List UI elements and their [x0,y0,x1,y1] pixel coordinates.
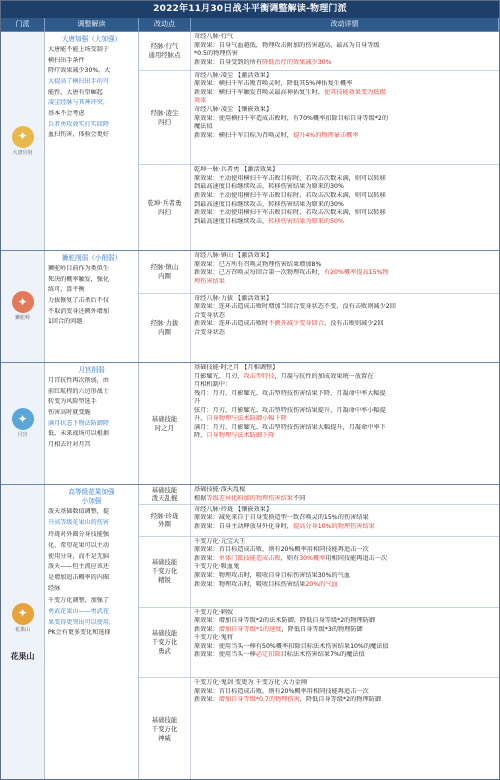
change-rows [139,251,499,362]
detail-line [194,80,496,89]
change-point-label: 经脉·镇山 内圈 [139,251,191,293]
change-detail [191,71,499,165]
detail-line [194,398,496,407]
detail-line [194,643,496,652]
change-row [139,678,499,780]
detail-text: 原效果：首目标造成击败，则有20%概率用相同技能再追击一次 [194,546,369,554]
highlight-text: 20%的气血 [305,580,338,588]
detail-text: 乾坤一脉·兵者勇 【激活效果】 [194,166,279,174]
analysis-cell [45,363,139,484]
highlight-text: 单体门派技能造成击败 [218,554,281,562]
detail-line [194,312,496,321]
detail-text: 新效果：横扫千军触发召唤灵最高神佑复生时， [194,88,324,96]
detail-text: 根据 [194,494,207,502]
detail-line [194,651,496,660]
analysis-line: PK会有更多变化和选择 [48,629,111,637]
analysis-line: 勇武花果山——勇武花 [48,607,109,615]
analysis-line: 经脉 [48,584,61,592]
analysis-cell [45,485,139,780]
detail-line [194,626,496,635]
detail-text: 新效果：自身主动释放身外化身时， [194,523,293,531]
analysis-line: 前红航程的六边形战士 [48,387,109,395]
analysis-line: 玲珑对外圈分身技能强 [48,531,109,539]
analysis-title: 月宫削弱 [78,366,105,374]
analysis-body [45,265,138,327]
detail-line [194,192,496,201]
datang-emblem-icon: ✦ [12,126,34,148]
highlight-text: 理伤害结果 [194,277,225,285]
detail-text: ，没有击败则减少2回 [323,320,384,328]
change-detail [191,485,499,504]
detail-text: 奇经八脉·行气 [194,33,234,40]
analysis-cell [45,32,139,250]
detail-text: 目标法术伤害结果7%的魔法值 [280,651,365,659]
analysis-line: 泼天——但主流应该还 [48,563,109,571]
highlight-text: 提升4%的物理暴击概率 [293,131,359,139]
detail-line [194,42,496,51]
detail-line [194,432,496,441]
section-yuegong [1,362,499,484]
detail-text: *0.5的物理伤害 [194,50,238,58]
change-detail [191,294,499,362]
analysis-line: 月相去针对月宫 [48,440,91,448]
detail-text: 新效果：己方召唤灵每回合第一次物理攻击时， [194,269,324,277]
detail-line [194,72,496,81]
detail-text: 奇经八脉·镇山 【激活效果】 [194,252,273,259]
detail-line [194,555,496,564]
detail-line [194,50,496,59]
change-point-label: 基础技能 千变万化 勇武 [139,608,191,678]
change-row [139,71,499,166]
analysis-body [45,508,138,638]
sect-name: 花果山 [14,626,30,633]
detail-text: 升 [194,398,201,406]
analysis-line: 月宫抗性再次削弱，由 [48,377,109,385]
detail-text: 千变万化·吸血鬼 [194,563,240,571]
detail-line [194,424,496,433]
analysis-line: 兵者勇攻效实打实回降 [48,120,109,128]
detail-line [194,329,496,338]
analysis-line: 凌尘经脉与其神冲突， [48,99,109,107]
detail-text: 原效果：已方所有召唤灵物理伤害结果增加8% [194,260,322,268]
highlight-text: 必定扣除 [255,651,281,659]
analysis-title: 大唐加强（大加强） [61,35,122,43]
change-point-label: 基础技能 千变万化 精锐 [139,537,191,607]
table-header [1,18,499,31]
analysis-line: 升高等级花果山的伤害 [48,518,109,526]
sect-cell [1,363,45,484]
change-row [139,505,499,537]
detail-text: 原效果：主动使用横扫千军击败目标时，若攻击次数未满，则可以转移 [194,174,386,182]
detail-line [194,538,496,547]
detail-text: 到最高速度目标继续攻击， [194,217,269,225]
detail-line [194,495,496,504]
detail-text: 新效果： [194,696,219,704]
detail-line [194,609,496,618]
detail-line [194,373,496,382]
detail-text: 用相同技能再追击一次 [325,554,388,562]
analysis-line: 满月状态下物法防御降 [48,419,109,427]
header-change-point: 改动点 [139,18,191,31]
detail-line [194,634,496,643]
change-point-label: 经脉·力拔 内圈 [139,294,191,362]
analysis-line: 泼天基础数值调整，提 [48,508,109,516]
detail-text: ，降低自身等级*2的物理防御 [299,696,382,704]
section-shituo [1,250,499,362]
analysis-line: 化，希望花果可以主动 [48,542,109,550]
sect-cell [1,485,45,780]
change-rows [139,485,499,780]
analysis-line: 大提高了横扫出手的可 [48,78,109,86]
detail-line [194,696,496,705]
detail-line [194,364,496,373]
detail-line [194,514,496,523]
change-detail [191,537,499,607]
analysis-line: 使用分身，而不是无脑 [48,552,109,560]
detail-text: 原效果：物理攻击时，吸收自身目标伤害结果30%的气血 [194,572,351,580]
page-title: 2022年11月30日战斗平衡调整解读-物理门派 [1,1,499,18]
header-change-detail: 改动详情 [191,18,499,31]
detail-line [194,218,496,227]
detail-text: 新效果：横扫千军目标为召唤灵时， [194,131,293,139]
detail-line [194,320,496,329]
analysis-line: 千变万化调整，加强了 [48,597,109,605]
change-rows [139,363,499,484]
detail-text: 新效果： [194,625,219,633]
detail-text: ，月凝与抗性的加成效果统一放置在 [274,372,374,380]
detail-text: 奇经八脉·凌尘 【镶嵌效果】 [194,106,273,114]
highlight-text: 有20%概率提高15%物 [323,269,389,277]
detail-text: 新效果： [194,554,219,562]
analysis-line: 果变得更突出可以使用， [48,618,116,626]
sect-name-big: 花果山 [10,652,35,662]
sect-name: 月宫 [17,432,28,439]
detail-text: 降， [194,432,207,440]
highlight-text: 等级差异化附加的物理伤害结果 [206,494,293,502]
shituo-emblem-icon: ✦ [12,291,34,313]
detail-text: 奇经八脉·玲珑 【镶嵌效果】 [194,505,273,513]
analysis-title: 狮驼削弱（小削弱） [61,254,122,262]
detail-text: 合变身状态 [194,328,225,336]
highlight-text: 增加自身等级*0.7的物理伤害 [218,696,300,704]
detail-line [194,123,496,132]
detail-text: 奇经八脉·力拔 【激活效果】 [194,294,273,302]
detail-line [194,209,496,218]
detail-line [194,106,496,115]
analysis-line: 血扫伤害，体验会更好 [48,131,109,139]
change-detail [191,165,499,250]
analysis-title: 高等级花果加强 小加强 [68,488,115,506]
detail-text: 千变万化·鬼剑 变更为 千变万化·大力金刚 [194,679,308,687]
detail-text: 不同 [293,494,306,502]
change-detail [191,678,499,780]
change-detail [191,363,499,484]
detail-line [194,390,496,399]
detail-text: 原效果：使用横扫千军造成击败时，有70%概率扣除目标自身等级*2的 [194,114,389,122]
detail-text: 满月：月刃、月影耀光、攻击型特技伤害结果大幅提升，月凝命中率下 [194,423,386,431]
detail-line [194,617,496,626]
detail-text: 新效果：连环击造成击败时 [194,320,269,328]
detail-text: 月影耀光、月刃、 [194,372,244,380]
analysis-line: 不取消变身还额外增加 [48,307,109,315]
detail-line [194,132,496,141]
highlight-text: 30%概率 [299,554,326,562]
detail-line [194,581,496,590]
detail-text: 月相机制中： [194,381,232,389]
detail-line [194,33,496,42]
detail-text: ，降低自身等级*3的物理防御 [281,625,363,633]
detail-line [194,407,496,416]
detail-line [194,523,496,532]
analysis-line: 是增加追击概率的内圈 [48,574,109,582]
header-sect: 门派 [1,18,45,31]
analysis-line: 练可，算平衡 [48,286,85,294]
change-detail [191,251,499,293]
sect-name: 狮驼岭 [14,315,30,322]
detail-text: 升， [194,415,207,423]
change-row [139,363,499,484]
change-rows [139,32,499,250]
detail-text: 千变万化·刺奴 [194,608,234,616]
analysis-line: 力拔修复了击杀后不仅 [48,297,109,305]
detail-line [194,563,496,572]
detail-text: 魔法值 [194,123,213,131]
detail-line [194,415,496,424]
huaguoshan-emblem-icon: ✦ [12,603,34,625]
analysis-body [45,377,138,449]
detail-text: 基础技能·泼天乱棍 [194,486,246,493]
analysis-line: 基本不会考虑 [48,109,85,117]
detail-text: 到最高速度目标继续攻击，转移伤害结果为原来的30% [194,183,344,191]
change-point-label: 经脉·行气 通用经脉点 [139,32,191,70]
change-detail [191,32,499,70]
detail-text: 新效果：物理攻击时，吸收目标伤害结果 [194,580,306,588]
detail-text: 原效果：首目标造成击败，则有20%概率用相同技能再追击一次 [194,687,369,695]
change-detail [191,608,499,678]
detail-text: 残月：月刃、月影耀光、攻击型特技伤害结果下降，月凝命中率大幅提 [194,389,386,397]
detail-text: 新效果：主动使用横扫千军击败目标时，若攻击次数未满，则可以转移 [194,192,386,200]
detail-line [194,252,496,261]
analysis-line: 1回合的问题 [48,318,83,326]
detail-line [194,506,496,515]
change-point-label: 经脉·凌尘 四扫 [139,71,191,165]
detail-text: 基础技能·时之月 【月相调整】 [194,364,279,371]
analysis-line: 伤害高时就变脆 [48,409,91,417]
highlight-text: 降低治疗的效果减少30% [262,58,332,66]
highlight-text: 自身物理与法术防御下降 [206,432,275,440]
detail-text: 新效果：使用当头一棒 [194,651,256,659]
detail-line [194,486,496,495]
detail-line [194,183,496,192]
highlight-text: 转移伤害结果为原来的50% [268,217,344,225]
change-point-label: 基础技能 时之月 [139,363,191,484]
detail-text: 原效果：增加自身等级*2的法术防御，降低自身等级*2的物理防御 [194,617,376,625]
sect-cell [1,32,45,250]
detail-line [194,546,496,555]
change-detail [191,505,499,536]
analysis-body [45,46,138,140]
detail-line [194,115,496,124]
detail-line [194,688,496,697]
section-huaguoshan [1,484,499,780]
detail-text: 原效果：横扫千军击败召唤灵时，降低其5%神佑复生概率 [194,80,353,88]
change-row [139,485,499,505]
detail-text: 原效果：使用当头一棒有50%概率扣除目标法术伤害结果10%的魔法值 [194,642,389,650]
change-row [139,537,499,608]
sect-cell [1,251,45,362]
detail-line [194,59,496,68]
change-row [139,32,499,71]
highlight-text: 攻击型特技 [243,372,275,380]
change-row [139,608,499,679]
section-datang [1,31,499,250]
highlight-text: 效果 [194,97,207,105]
analysis-line: 横扫出手条件 [48,56,85,64]
detail-line [194,381,496,390]
analysis-line: 降疗效果减少30%，大 [48,67,111,75]
analysis-line: 低，未来战场可以根据 [48,430,109,438]
detail-text: 新效果：主动使用横扫千军击败目标时，若攻击次数未满，则可以转移 [194,209,386,217]
analysis-line: 能性，大唐有望崛起 [48,88,103,96]
detail-line [194,303,496,312]
highlight-text: 提高分身10%的物理伤害结果 [293,523,375,531]
detail-text: 千变万化·鬼将 [194,634,234,642]
detail-text: 合变身状态 [194,311,225,319]
analysis-line: 死决的概率触发，强化 [48,275,109,283]
highlight-text: 不额外减少变身回合 [268,320,324,328]
analysis-line: 转变为风险型选手 [48,398,97,406]
detail-line [194,89,496,98]
sect-name: 大唐官府 [12,149,33,156]
change-point-label: 基础技能 千变万化 神威 [139,678,191,780]
detail-line [194,572,496,581]
analysis-line: 狮驼岭目前作为类似生 [48,265,109,273]
detail-text: 到最高速度目标继续攻击，转移伤害结果为原来的30% [194,200,344,208]
change-row [139,294,499,362]
analysis-cell [45,251,139,362]
detail-line [194,166,496,175]
detail-line [194,269,496,278]
detail-line [194,679,496,688]
detail-line [194,261,496,270]
detail-text: 原效果：自身气血越低，物理攻击附加的伤害越高，最高为自身等级 [194,41,380,49]
detail-line [194,201,496,210]
change-row [139,251,499,294]
yuegong-emblem-icon: ✦ [12,408,34,430]
change-point-label: 乾坤·兵者勇 四扫 [139,165,191,250]
detail-text: ，则有 [280,554,300,562]
highlight-text: 增加自身等级*1的速度 [218,625,282,633]
detail-text: 原效果：连环击造成击败时增加当回合变身状态不变，没有击败则减少2回 [194,303,396,311]
change-point-label: 经脉·玲珑 外圈 [139,505,191,536]
detail-line [194,278,496,287]
detail-line [194,175,496,184]
detail-line [194,97,496,106]
header-analysis: 调整解读 [45,18,139,31]
detail-text: 原效果：减免来自于自身变换造型一致召唤灵的15%的伤害结果 [194,514,369,522]
change-point-label: 基础技能 泼天乱棍 [139,485,191,504]
detail-text: 弦月：月刃、月影耀光、攻击型特技伤害结果提升，月凝命中率小幅提 [194,406,386,414]
detail-text: 奇经八脉·凌尘 【激活效果】 [194,71,273,79]
highlight-text: 自身物理与法术防御小幅下降 [206,415,287,423]
highlight-text: 使其技能效果变为低级 [323,88,386,96]
change-row [139,165,499,250]
detail-line [194,295,496,304]
analysis-line: 大唐能不能上场受制于 [48,46,109,54]
detail-text: 新效果：自身受到的所有 [194,58,263,66]
detail-text: 千变万化·元宝大王 [194,537,246,545]
